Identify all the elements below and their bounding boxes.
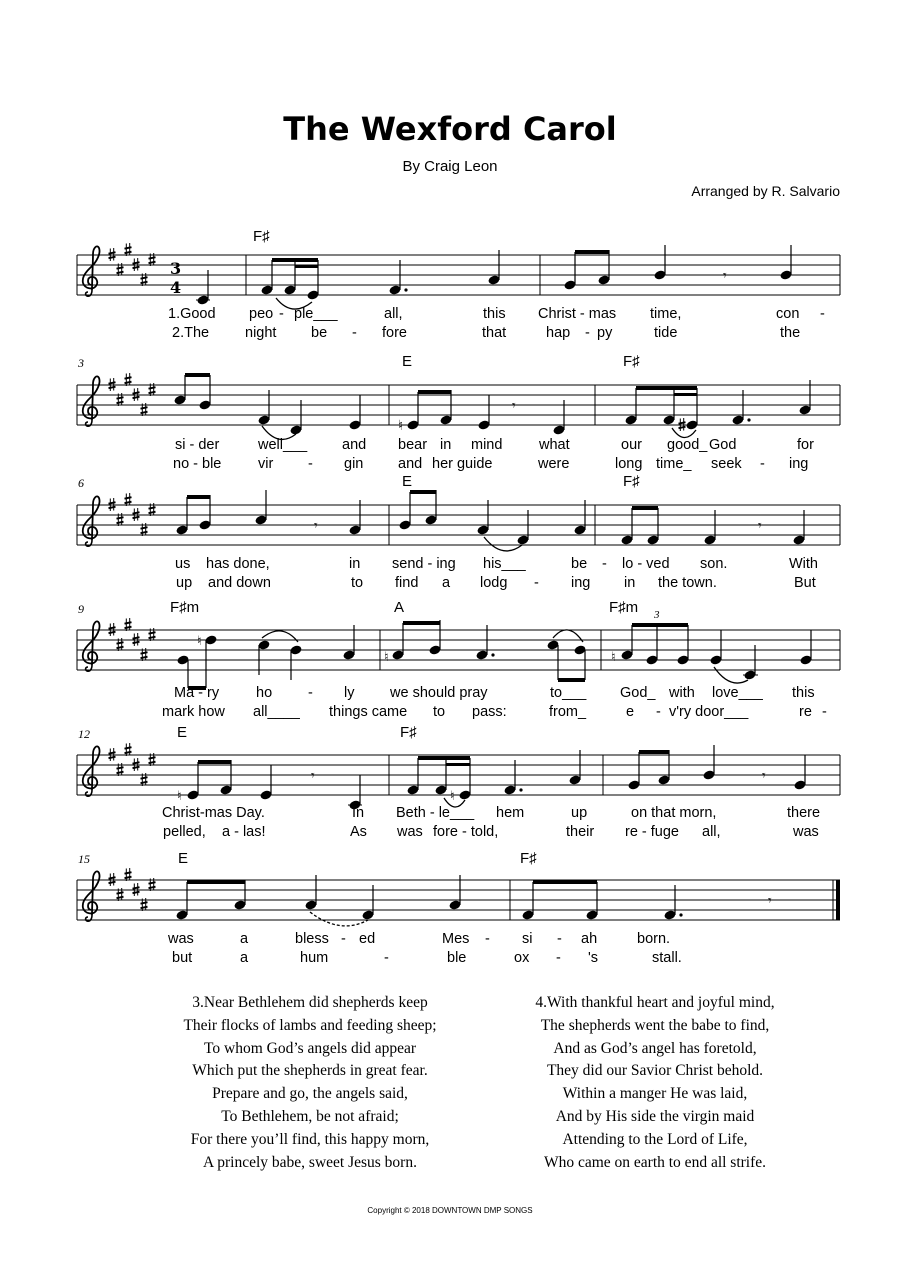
svg-text:pelled,: pelled,	[163, 824, 206, 840]
measure-number-6: 6	[78, 476, 84, 490]
svg-text:𝄾: 𝄾	[723, 268, 727, 284]
system-2	[77, 353, 840, 472]
svg-text:to___: to___	[550, 685, 587, 701]
song-title: The Wexford Carol	[283, 110, 617, 148]
svg-text:-: -	[822, 704, 827, 720]
svg-text:be: be	[311, 325, 328, 341]
svg-text:♮: ♮	[611, 649, 616, 664]
lyrics-system-4-line-1	[174, 685, 815, 701]
chord-5: F♯	[623, 473, 640, 490]
svg-text:a: a	[240, 950, 249, 966]
svg-text:-: -	[341, 931, 346, 947]
svg-text:ah: ah	[581, 931, 598, 947]
svg-text:all____: all____	[253, 704, 300, 720]
svg-text:things came: things came	[329, 704, 408, 720]
svg-text:all,: all,	[702, 824, 721, 840]
svg-text:a: a	[442, 575, 451, 591]
svg-text:our: our	[621, 437, 642, 453]
treble-clef	[83, 246, 100, 296]
svg-text:2.The: 2.The	[172, 325, 210, 341]
lyrics-system-6-line-1	[167, 931, 670, 947]
svg-text:♮: ♮	[197, 633, 202, 648]
svg-text:-: -	[352, 325, 357, 341]
lyrics-system-6-line-2	[172, 950, 682, 966]
svg-text:hum: hum	[300, 950, 329, 966]
svg-text:e: e	[626, 704, 635, 720]
lyrics-system-1-line-1	[168, 306, 825, 322]
svg-text:-: -	[602, 556, 607, 572]
lyrics-system-5-line-2	[163, 824, 819, 840]
chord-3: F♯	[623, 353, 640, 370]
chord-6: F♯m	[170, 599, 200, 616]
svg-text:vir: vir	[258, 456, 274, 472]
svg-text:God: God	[709, 437, 737, 453]
svg-text:was: was	[168, 931, 194, 947]
chord-9: E	[177, 724, 188, 741]
svg-text:-: -	[760, 456, 765, 472]
svg-text:'s: 's	[588, 950, 599, 966]
notes-system-3	[175, 490, 805, 551]
svg-text:no - ble: no - ble	[173, 456, 222, 472]
svg-text:her guide: her guide	[432, 456, 493, 472]
svg-text:for: for	[797, 437, 814, 453]
svg-text:bless: bless	[295, 931, 329, 947]
svg-text:si: si	[522, 931, 533, 947]
svg-text:up: up	[571, 805, 588, 821]
svg-text:find: find	[395, 575, 419, 591]
svg-text:♮: ♮	[450, 788, 455, 803]
svg-text:born.: born.	[637, 931, 671, 947]
svg-text:ple___: ple___	[294, 306, 338, 322]
lyrics-system-5-line-1	[162, 805, 820, 821]
svg-text:be: be	[571, 556, 588, 572]
svg-text:-: -	[308, 685, 313, 701]
svg-text:the: the	[780, 325, 801, 341]
svg-text:there: there	[787, 805, 821, 821]
verse-4: 4.With thankful heart and joyful mind, The shepherds went the babe to find, And as God’s angel has foretold, They did our Savior Christ behold. Within a manger He was laid, And by His side the virgin maid Attending to the Lord of Life, Who came on earth to end all strife.	[535, 994, 775, 1171]
system-6	[77, 850, 840, 966]
lyrics-system-4-line-2	[162, 704, 827, 720]
system-3	[77, 473, 840, 591]
copyright-notice: Copyright © 2018 DOWNTOWN DMP SONGS	[367, 1206, 533, 1215]
svg-text:were: were	[538, 456, 570, 472]
svg-text:𝄾: 𝄾	[311, 768, 315, 784]
svg-text:Ma - ry: Ma - ry	[174, 685, 220, 701]
svg-text:from_: from_	[549, 704, 587, 720]
svg-text:their: their	[566, 824, 595, 840]
svg-text:was: was	[397, 824, 423, 840]
svg-text:ing: ing	[571, 575, 591, 591]
svg-text:with: with	[669, 685, 695, 701]
svg-text:bear: bear	[398, 437, 428, 453]
svg-text:With: With	[789, 556, 818, 572]
svg-text:♮: ♮	[384, 649, 389, 664]
measure-number-3: 3	[78, 356, 84, 370]
svg-text:us: us	[175, 556, 191, 572]
svg-text:-: -	[384, 950, 389, 966]
svg-text:to: to	[433, 704, 446, 720]
svg-text:In: In	[352, 805, 365, 821]
svg-text:the town.: the town.	[658, 575, 717, 591]
chord-12: F♯	[520, 850, 537, 867]
svg-text:re - fuge: re - fuge	[625, 824, 679, 840]
svg-text:𝄾: 𝄾	[762, 768, 766, 784]
svg-text:mind: mind	[471, 437, 503, 453]
svg-text:to: to	[351, 575, 364, 591]
lyrics-system-3-line-2	[176, 575, 816, 591]
svg-text:ing: ing	[789, 456, 809, 472]
svg-text:-: -	[485, 931, 490, 947]
svg-text:Christ-mas Day.: Christ-mas Day.	[162, 805, 265, 821]
svg-text:𝄾: 𝄾	[758, 518, 762, 534]
svg-text:time,: time,	[650, 306, 682, 322]
svg-text:peo: peo	[249, 306, 274, 322]
svg-text:lo - ved: lo - ved	[622, 556, 670, 572]
svg-text:𝄾: 𝄾	[768, 893, 772, 909]
chord-4: E	[402, 473, 413, 490]
svg-text:v'ry door___: v'ry door___	[669, 704, 749, 720]
verse-3: 3.Near Bethlehem did shepherds keep Their flocks of lambs and feeding sheep; To whom God’s angels did appear Which put the shepherds in great fear. Prepare and go, the angels said, To Bethlehem, be not afraid; For there you’ll find, this happy morn, A princely babe, sweet Jesus born.	[183, 994, 437, 1171]
chord-11: E	[178, 850, 189, 867]
svg-text:son.: son.	[700, 556, 728, 572]
svg-text:As: As	[350, 824, 367, 840]
svg-text:1.Good: 1.Good	[168, 306, 216, 322]
time-sig-top: 3	[170, 259, 182, 278]
svg-text:seek: seek	[711, 456, 742, 472]
svg-text:this: this	[792, 685, 815, 701]
svg-text:and: and	[342, 437, 367, 453]
svg-text:but: but	[172, 950, 193, 966]
svg-text:tide: tide	[654, 325, 678, 341]
notes-system-2	[173, 373, 811, 439]
svg-text:fore: fore	[382, 325, 407, 341]
svg-text:this: this	[483, 306, 506, 322]
svg-text:his___: his___	[483, 556, 526, 572]
final-barline	[836, 880, 840, 920]
svg-text:-: -	[820, 306, 825, 322]
svg-text:a: a	[240, 931, 249, 947]
svg-text:all,: all,	[384, 306, 403, 322]
svg-text:ble: ble	[447, 950, 467, 966]
composer-credit: By Craig Leon	[402, 158, 498, 175]
svg-text:But: But	[794, 575, 816, 591]
svg-text:time_: time_	[656, 456, 692, 472]
measure-number-12: 12	[78, 727, 90, 741]
svg-text:love___: love___	[712, 685, 763, 701]
lyrics-system-1-line-2	[172, 325, 800, 341]
lyrics-system-3-line-1	[175, 556, 818, 572]
svg-text:in: in	[440, 437, 452, 453]
svg-text:-: -	[656, 704, 661, 720]
svg-text:Christ - mas: Christ - mas	[538, 306, 617, 322]
svg-text:we should pray: we should pray	[390, 685, 488, 701]
svg-text:ly: ly	[344, 685, 355, 701]
svg-text:was: was	[793, 824, 819, 840]
svg-text:gin: gin	[344, 456, 364, 472]
arranger-credit: Arranged by R. Salvario	[691, 183, 840, 199]
chord-10: F♯	[400, 724, 417, 741]
svg-text:on that morn,: on that morn,	[631, 805, 717, 821]
svg-text:-: -	[279, 306, 284, 322]
svg-text:God_: God_	[620, 685, 656, 701]
svg-text:a - las!: a - las!	[222, 824, 266, 840]
svg-text:good_: good_	[667, 437, 708, 453]
svg-text:hem: hem	[496, 805, 525, 821]
svg-text:py: py	[597, 325, 613, 341]
time-sig-bottom: 4	[170, 278, 182, 297]
svg-text:Beth - le___: Beth - le___	[396, 805, 475, 821]
measure-number-9: 9	[78, 602, 84, 616]
svg-text:-: -	[534, 575, 539, 591]
chord-1: F♯	[253, 228, 270, 245]
svg-text:♮: ♮	[398, 417, 404, 433]
svg-text:and down: and down	[208, 575, 271, 591]
lyrics-system-2-line-1	[175, 437, 814, 453]
svg-text:night: night	[245, 325, 277, 341]
svg-text:in: in	[349, 556, 361, 572]
svg-text:si - der: si - der	[175, 437, 220, 453]
svg-text:well___: well___	[258, 437, 308, 453]
svg-text:pass:: pass:	[472, 704, 507, 720]
lyrics-system-2-line-2	[173, 456, 808, 472]
svg-text:𝄾: 𝄾	[512, 398, 516, 414]
svg-text:♮: ♮	[177, 788, 182, 803]
svg-text:that: that	[482, 325, 507, 341]
svg-text:re: re	[799, 704, 812, 720]
svg-text:up: up	[176, 575, 193, 591]
system-1	[77, 228, 840, 341]
svg-text:-: -	[557, 931, 562, 947]
system-5	[77, 724, 840, 840]
svg-text:ed: ed	[359, 931, 376, 947]
svg-text:𝄾: 𝄾	[314, 518, 318, 534]
svg-text:-: -	[585, 325, 590, 341]
svg-text:con: con	[776, 306, 800, 322]
svg-text:and: and	[398, 456, 423, 472]
svg-text:hap: hap	[546, 325, 571, 341]
svg-text:send - ing: send - ing	[392, 556, 456, 572]
svg-text:ho: ho	[256, 685, 273, 701]
svg-text:3: 3	[654, 609, 660, 621]
chord-8: F♯m	[609, 599, 639, 616]
svg-text:-: -	[308, 456, 313, 472]
svg-text:stall.: stall.	[652, 950, 682, 966]
svg-text:-: -	[556, 950, 561, 966]
svg-text:long: long	[615, 456, 643, 472]
svg-text:lodg: lodg	[480, 575, 508, 591]
svg-text:fore - told,: fore - told,	[433, 824, 499, 840]
svg-text:ox: ox	[514, 950, 530, 966]
svg-text:in: in	[624, 575, 636, 591]
chord-7: A	[394, 599, 405, 616]
svg-text:has done,: has done,	[206, 556, 270, 572]
system-4	[77, 599, 840, 720]
svg-text:mark how: mark how	[162, 704, 225, 720]
svg-text:Mes: Mes	[442, 931, 470, 947]
svg-text:what: what	[539, 437, 570, 453]
chord-2: E	[402, 353, 413, 370]
measure-number-15: 15	[78, 852, 90, 866]
